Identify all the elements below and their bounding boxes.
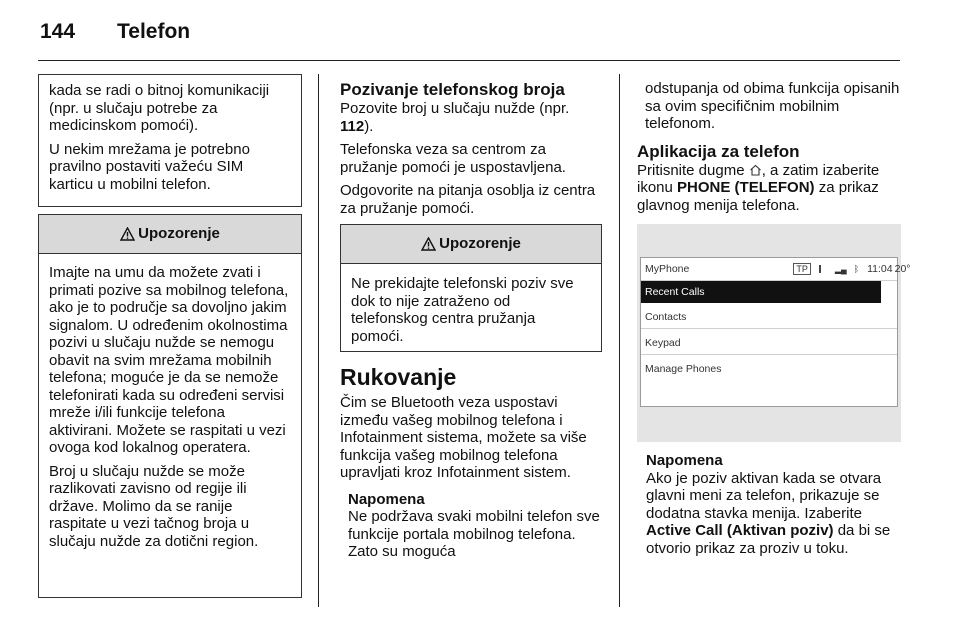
emergency-paragraph: Pozovite broj u slučaju nužde (npr. 112). <box>340 100 570 135</box>
note-title: Napomena <box>646 452 723 469</box>
bluetooth-icon: ᛒ <box>853 264 860 274</box>
warning-box-1 <box>38 214 302 598</box>
intro-paragraph-1: kada se radi o bitnoj komunikaciji (npr. u slučaju potrebe za medicinskom pomoći). <box>49 82 270 134</box>
intro-paragraph-2: U nekim mrežama je potrebno pravilno postaviti važeću SIM karticu u mobilni telefon. <box>49 140 250 193</box>
answer-paragraph: Odgovorite na pitanja osoblja iz centra za pružanje pomoći. <box>340 182 596 217</box>
menu-item-contacts[interactable]: Contacts <box>641 306 897 329</box>
warning-header <box>341 225 601 264</box>
column-2-top <box>340 80 605 217</box>
column-2-bottom <box>340 364 608 561</box>
column-3-note <box>646 452 904 557</box>
warning-title: Upozorenje <box>439 235 521 253</box>
column-divider-1 <box>318 74 319 607</box>
rukovanje-paragraph: Čim se Bluetooth veza uspostavi između vašeg mobilnog telefona i Infotainment sistema, možete sa više funkcija vašeg mobilnog telefona upravljati kroz Infotainment sistem. <box>340 394 587 481</box>
note-text: Ne podržava svaki mobilni telefon sve funkcije portala mobilnog telefona. Zato su moguća <box>348 508 600 560</box>
clock: 11:04 <box>867 263 893 275</box>
menu-item-keypad[interactable]: Keypad <box>641 332 897 355</box>
section-title-app: Aplikacija za telefon <box>637 141 800 161</box>
note-block <box>340 491 608 561</box>
connection-paragraph: Telefonska veza sa centrom za pružanje pomoći je uspostavljena. <box>340 141 566 176</box>
screen-top-bar <box>641 258 911 281</box>
screen-title: MyPhone <box>645 263 690 275</box>
warning-title: Upozorenje <box>138 225 220 243</box>
menu-item-recent-calls[interactable]: Recent Calls <box>641 281 881 303</box>
note-title: Napomena <box>348 490 425 508</box>
warning-box-2 <box>340 224 602 352</box>
menu-item-manage-phones[interactable]: Manage Phones <box>645 363 722 375</box>
page-number: 144 <box>40 20 76 43</box>
intro-box <box>38 74 302 207</box>
battery-icon <box>819 265 821 273</box>
warning-triangle-icon <box>120 227 135 241</box>
page-title: Telefon <box>117 20 191 43</box>
home-icon <box>749 162 762 179</box>
column-divider-2 <box>619 74 620 607</box>
column-3-top <box>637 80 902 214</box>
tp-indicator: TP <box>793 263 811 275</box>
phone-menu-screenshot <box>637 224 911 442</box>
continued-note-text: odstupanja od obima funkcija opisanih sa ovim specifičnim mobilnim telefonom. <box>645 80 900 132</box>
warning-paragraph: Ne prekidajte telefonski poziv sve dok to nije zatraženo od telefonskog centra pružanja pomoći. <box>351 275 574 345</box>
header-divider <box>38 60 900 61</box>
section-title-rukovanje: Rukovanje <box>340 364 457 390</box>
signal-icon: ▂▄ <box>834 264 847 274</box>
app-paragraph: Pritisnite dugme , a zatim izaberite ikonu PHONE (TELEFON) za prikaz glavnog menija telefona. <box>637 161 880 214</box>
warning-paragraph-1: Imajte na umu da možete zvati i primati pozive sa mobilnog telefona, ako je to područje sa dovoljno jakim signalom. U određenim okolnostima pozivi u slučaju nužde se nemogu obavit na svim mrežama mobilnih telefona; moguće je da se nemože telefonirati kada su određeni servisi mreže i/ili funkcije telefona aktivirani. Možete se raspitati u vezi ovoga kod lokalnog operatera. <box>49 264 289 456</box>
warning-paragraph-2: Broj u slučaju nužde se može razlikovati zavisno od regije ili države. Molimo da se ranije raspitate u vezi tačnog broja u slučaju nužde za dotični region. <box>49 462 259 550</box>
warning-header <box>39 215 301 254</box>
note-text: Ako je poziv aktivan kada se otvara glavni meni za telefon, prikazuje se dodatna stavka menija. Izaberite Active Call (Aktivan poziv) da bi se otvorio prikaz za proziv u toku. <box>646 469 891 557</box>
infotainment-screen <box>640 257 911 407</box>
section-title-calling: Pozivanje telefonskog broja <box>340 80 565 99</box>
temperature: 20° <box>894 263 911 275</box>
warning-triangle-icon <box>421 237 436 251</box>
